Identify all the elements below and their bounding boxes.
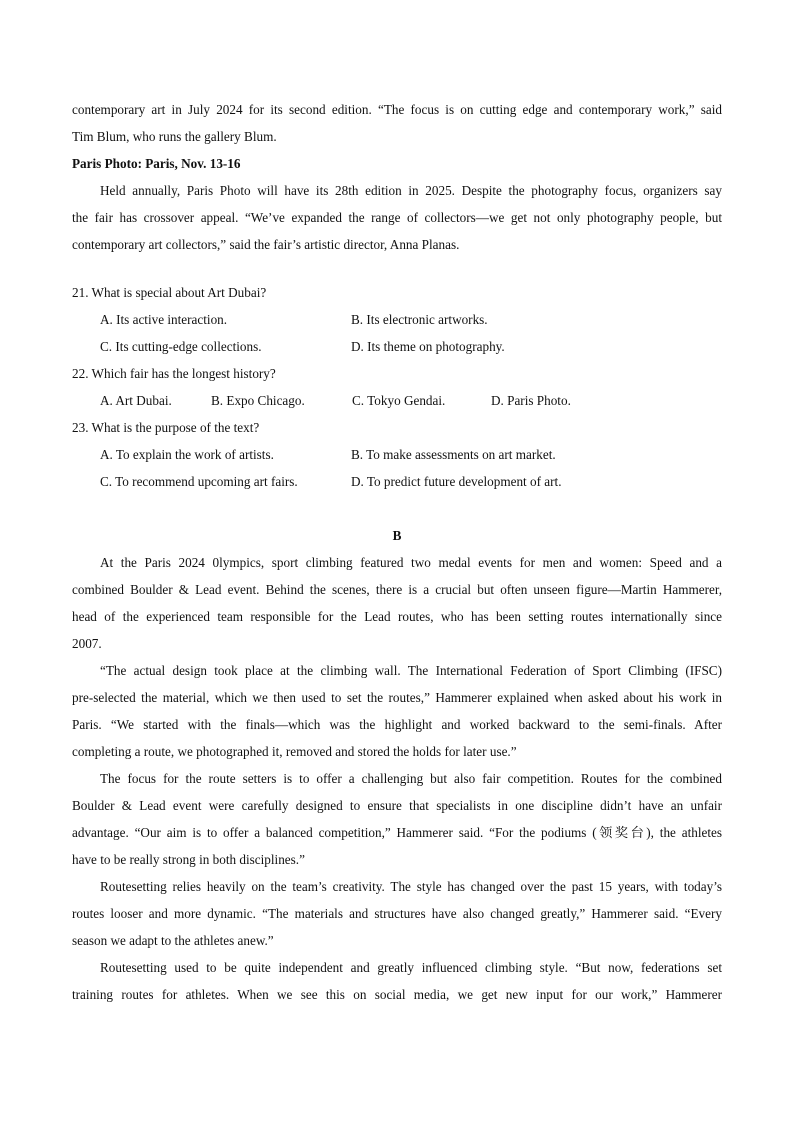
paragraph-line: the fair has crossover appeal. “We’ve expanded the range of collectors—we get not only photography people, but xyxy=(72,210,722,225)
question-stem: 22. Which fair has the longest history? xyxy=(72,366,276,381)
paragraph-line: Held annually, Paris Photo will have its 28th edition in 2025. Despite the photography focus, organizers say xyxy=(100,183,722,198)
answer-option: C. To recommend upcoming art fairs. xyxy=(100,474,298,489)
paragraph-line: have to be really strong in both disciplines.” xyxy=(72,852,305,867)
paragraph-line: “The actual design took place at the climbing wall. The International Federation of Sport Climbing (IFSC) xyxy=(100,663,722,678)
paragraph-line: Boulder & Lead event were carefully designed to ensure that specialists in one discipline didn’t have an unfair xyxy=(72,798,722,813)
paragraph-line: season we adapt to the athletes anew.” xyxy=(72,933,274,948)
answer-option: A. Its active interaction. xyxy=(100,312,228,327)
paragraph-line: contemporary art collectors,” said the fair’s artistic director, Anna Planas. xyxy=(72,237,460,252)
paragraph-line: advantage. “Our aim is to offer a balanced competition,” Hammerer said. “For the podiums (领奖台), the athletes xyxy=(72,825,722,840)
section-heading-paris-photo: Paris Photo: Paris, Nov. 13-16 xyxy=(72,156,241,171)
answer-option: B. Its electronic artworks. xyxy=(351,312,488,327)
question-stem: 21. What is special about Art Dubai? xyxy=(72,285,267,300)
answer-option: B. Expo Chicago. xyxy=(211,393,305,408)
question-stem: 23. What is the purpose of the text? xyxy=(72,420,260,435)
paragraph-line: Paris. “We started with the finals—which was the highlight and worked backward to the semi-finals. After xyxy=(72,717,722,732)
paragraph-line: training routes for athletes. When we see this on social media, we get new input for our work,” Hammerer xyxy=(72,987,722,1002)
paragraph-line: Routesetting relies heavily on the team’s creativity. The style has changed over the past 15 years, with today’s xyxy=(100,879,722,894)
paragraph-line: routes looser and more dynamic. “The materials and structures have also changed greatly,” Hammerer said. “Every xyxy=(72,906,722,921)
paragraph-line: 2007. xyxy=(72,636,102,651)
answer-option: A. To explain the work of artists. xyxy=(100,447,274,462)
paragraph-line: The focus for the route setters is to offer a challenging but also fair competition. Routes for the combined xyxy=(100,771,722,786)
paragraph-line: Routesetting used to be quite independent and greatly influenced climbing style. “But now, federations set xyxy=(100,960,722,975)
paragraph-line: pre-selected the material, which we then used to set the routes,” Hammerer explained when asked about his work in xyxy=(72,690,722,705)
passage-a-line: Tim Blum, who runs the gallery Blum. xyxy=(72,129,277,144)
paragraph-line: combined Boulder & Lead event. Behind the scenes, there is a crucial but often unseen figure—Martin Hammerer, xyxy=(72,582,722,597)
answer-option: D. Its theme on photography. xyxy=(351,339,505,354)
paragraph-line: At the Paris 2024 0lympics, sport climbing featured two medal events for men and women: Speed and a xyxy=(100,555,722,570)
paragraph-line: head of the experienced team responsible for the Lead routes, who has been setting routes internationally since xyxy=(72,609,722,624)
answer-option: A. Art Dubai. xyxy=(100,393,172,408)
passage-a-line: contemporary art in July 2024 for its second edition. “The focus is on cutting edge and contemporary work,” said xyxy=(72,102,722,117)
answer-option: C. Its cutting-edge collections. xyxy=(100,339,262,354)
answer-option: B. To make assessments on art market. xyxy=(351,447,556,462)
paragraph-line: completing a route, we photographed it, removed and stored the holds for later use.” xyxy=(72,744,517,759)
answer-option: D. To predict future development of art. xyxy=(351,474,562,489)
section-heading-b: B xyxy=(392,528,402,543)
answer-option: D. Paris Photo. xyxy=(491,393,571,408)
answer-option: C. Tokyo Gendai. xyxy=(352,393,446,408)
